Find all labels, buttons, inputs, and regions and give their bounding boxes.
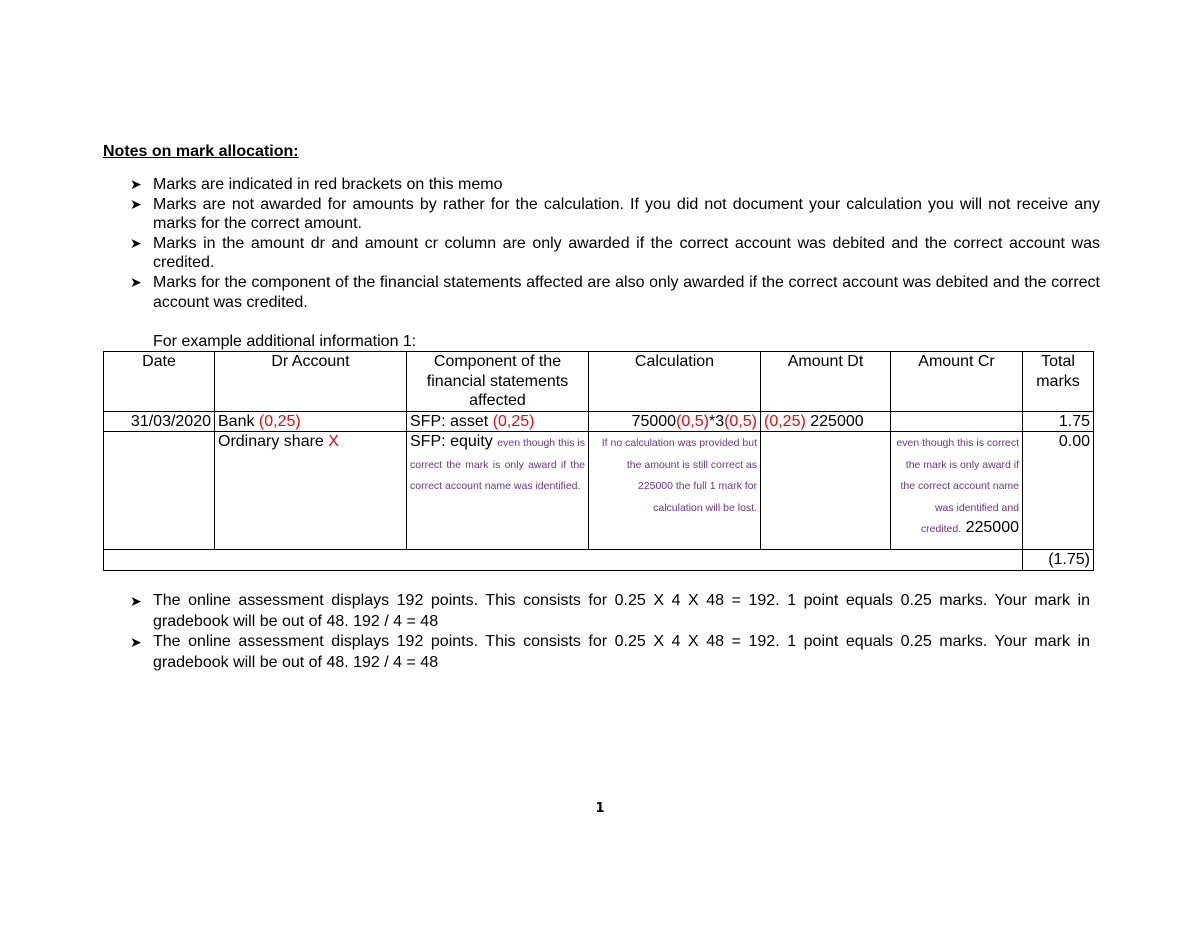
mark-bracket: (0,25) — [764, 412, 806, 430]
arrow-bullet-icon: ➤ — [130, 634, 142, 650]
example-label: For example additional information 1: — [153, 333, 417, 350]
mark-bracket: (0,25) — [492, 412, 535, 430]
bullet-text: Marks in the amount dr and amount cr column are only awarded if the correct account was debited and the correct account was credited. — [153, 234, 1100, 272]
arrow-bullet-icon: ➤ — [130, 234, 142, 251]
row2-amount-dt — [761, 432, 891, 550]
list-item — [130, 591, 1090, 632]
row2-component — [407, 432, 589, 550]
list-item — [130, 195, 1100, 234]
bullet-text: Marks are indicated in red brackets on this memo — [153, 176, 503, 193]
calc-multiplier: *3 — [708, 412, 725, 430]
grand-total: (1.75) — [1023, 550, 1094, 571]
bullet-text: The online assessment displays 192 points. This consists for 0.25 X 4 X 48 = 192. 1 point equals 0.25 marks. Your mark in gradebook will be out of 48. 192 / 4 = 48 — [153, 633, 1090, 671]
total-row-spacer — [104, 550, 1023, 571]
row2-amount-cr — [891, 432, 1023, 550]
mark-bracket: (0,5) — [724, 412, 757, 430]
memo-table — [103, 351, 1094, 571]
row1-account — [215, 411, 407, 432]
row2-date — [104, 432, 215, 550]
amount-cr-note: even though this is correct the mark is only award if the correct account name was identified and credited. — [896, 437, 1019, 535]
notes-list — [130, 175, 1100, 312]
component-text: SFP: equity — [410, 433, 493, 450]
mark-bracket: (0,25) — [258, 412, 301, 430]
wrong-mark-icon: X — [328, 433, 339, 450]
row1-date: 31/03/2020 — [104, 411, 215, 432]
calc-value: 75000 — [631, 412, 677, 430]
table-row — [104, 432, 1094, 550]
table-header-row — [104, 352, 1094, 412]
list-item — [130, 175, 1100, 195]
arrow-bullet-icon: ➤ — [130, 273, 142, 290]
bullet-text: Marks are not awarded for amounts by rather for the calculation. If you did not document your calculation you will not receive any marks for the correct amount. — [153, 195, 1100, 233]
row1-total: 1.75 — [1023, 411, 1094, 432]
header-component: Component of the financial statements affected — [407, 352, 589, 412]
row2-calculation — [589, 432, 761, 550]
header-amount-dt: Amount Dt — [761, 352, 891, 412]
table-row — [104, 411, 1094, 432]
header-amount-cr: Amount Cr — [891, 352, 1023, 412]
row2-total: 0.00 — [1023, 432, 1094, 550]
table-total-row — [104, 550, 1094, 571]
assessment-notes-list — [130, 591, 1090, 673]
arrow-bullet-icon: ➤ — [130, 176, 142, 192]
page-number: 1 — [595, 801, 605, 816]
amount-value: 225000 — [810, 412, 864, 430]
row1-amount-dt — [761, 411, 891, 432]
row1-amount-cr — [891, 411, 1023, 432]
header-calculation: Calculation — [589, 352, 761, 412]
row2-account — [215, 432, 407, 550]
account-name: Bank — [218, 412, 255, 430]
row1-calculation — [589, 411, 761, 432]
list-item — [130, 273, 1100, 312]
header-dr-account: Dr Account — [215, 352, 407, 412]
component-note: even though this is correct the mark is only award if the correct account name was identified. — [410, 437, 586, 492]
bullet-text: The online assessment displays 192 points. This consists for 0.25 X 4 X 48 = 192. 1 point equals 0.25 marks. Your mark in gradebook will be out of 48. 192 / 4 = 48 — [153, 592, 1090, 630]
calculation-note: If no calculation was provided but the amount is still correct as 225000 the full 1 mark for calculation will be lost. — [601, 437, 757, 514]
page-heading: Notes on mark allocation: — [103, 143, 299, 160]
row1-component — [407, 411, 589, 432]
list-item — [130, 632, 1090, 673]
bullet-text: Marks for the component of the financial statements affected are also only awarded if the correct account was debited and the correct account was credited. — [153, 273, 1100, 311]
arrow-bullet-icon: ➤ — [130, 593, 142, 609]
mark-bracket: (0,5) — [676, 412, 709, 430]
arrow-bullet-icon: ➤ — [130, 195, 142, 212]
header-total-marks: Total marks — [1023, 352, 1094, 412]
account-name: Ordinary share — [218, 433, 324, 450]
component-text: SFP: asset — [410, 412, 489, 430]
amount-value: 225000 — [965, 519, 1019, 536]
header-date: Date — [104, 352, 215, 412]
list-item — [130, 234, 1100, 273]
